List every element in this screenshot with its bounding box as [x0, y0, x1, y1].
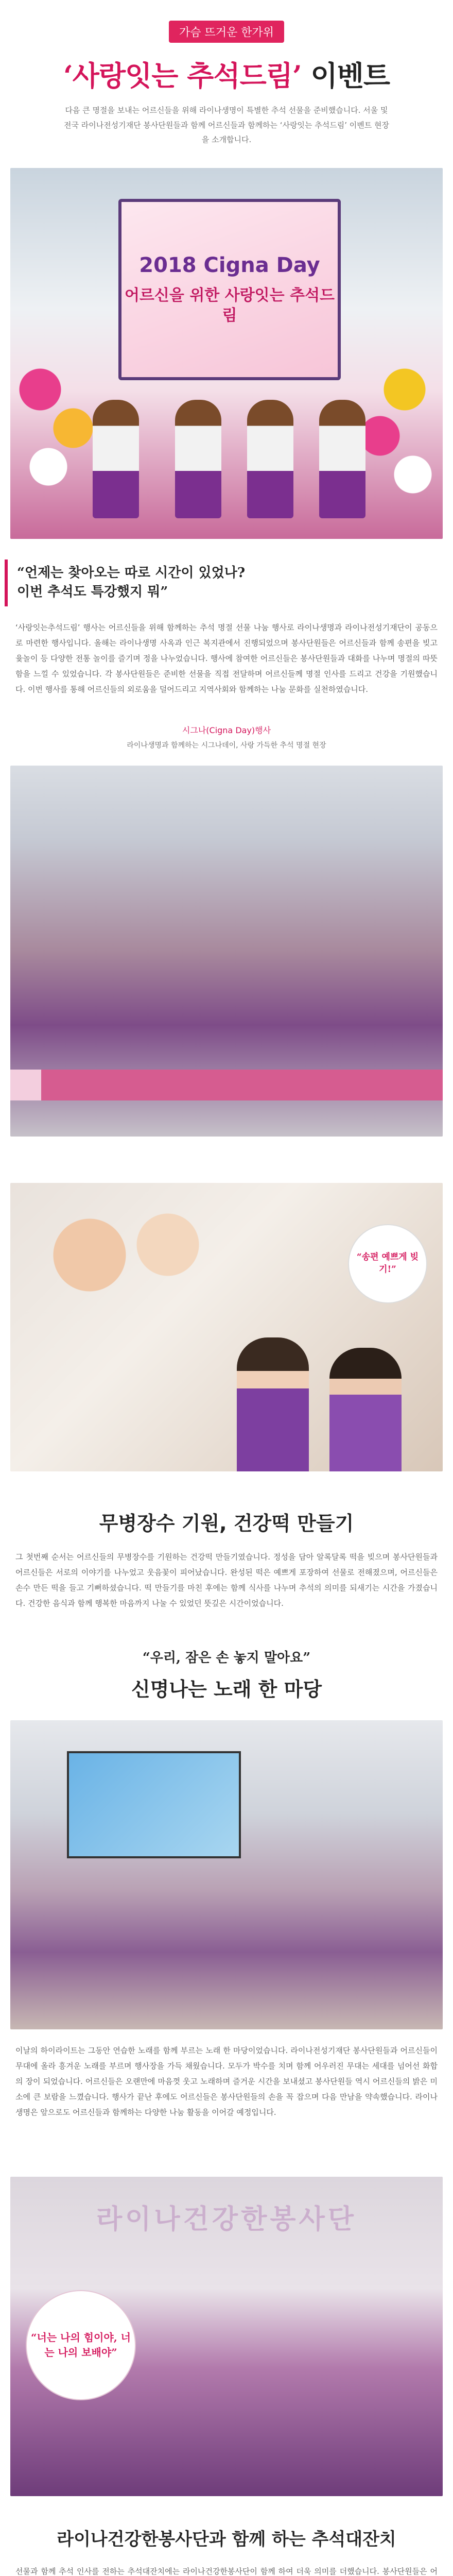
volunteer-figure — [237, 1337, 309, 1471]
hall-banner — [10, 1070, 443, 1100]
volunteer-group-sign: 라이나건강한봉사단 — [96, 2204, 357, 2235]
section4-body: 선물과 함께 추석 인사를 전하는 추석대잔치에는 라이나건강한봉사단이 함께 하여 더욱 의미를 더했습니다. 봉사단원들은 어 — [15, 2566, 438, 2576]
screen-subtitle: 어르신을 위한 사랑잇는 추석드림 — [124, 286, 335, 325]
hall-photo — [10, 766, 443, 1137]
hands-making-rice-cake — [31, 1204, 226, 1307]
performer — [247, 400, 293, 518]
volunteer-figure — [329, 1348, 402, 1471]
section1-quote — [5, 560, 448, 606]
performer — [175, 400, 221, 518]
section1-body: ‘사랑잇는추석드림’ 행사는 어르신들을 위해 함께하는 추석 명절 선물 나눔 행사로 라이나생명과 라이나전성기재단이 공동으로 마련한 행사입니다. 올해는 라이나생명 사옥과 인근 복지관에서 진행되었으며 봉사단원들은 어르신들과 함께 송편을 빚고 윷놀이 등 다양한 전통 놀이를 즐기며 정을 나누었습니다. 행사에 참여한 어르신들은 봉사단원들과 대화를 나누며 명절의 따뜻함을 느낄 수 있었습니다. 각 봉사단원들은 준비한 선물을 직접 전달하며 어르신들께 명절 인사를 드리고 건강을 기원했습니다. 이번 행사를 통해 어르신들의 외로움을 덜어드리고 지역사회와 함께하는 나눔 문화를 실천하였습니다. — [15, 622, 438, 694]
quote-line-2: 이번 추석도 특강했지 뭐” — [17, 584, 168, 600]
hall-caption-label: 시그나(Cigna Day)행사 — [182, 725, 271, 735]
stage-screen — [118, 199, 341, 380]
performer — [93, 400, 139, 518]
section3-title: 신명나는 노래 한 마당 — [131, 1677, 322, 1701]
screen-title: 2018 Cigna Day — [139, 253, 320, 277]
section3-body: 이날의 하이라이트는 그동안 연습한 노래를 함께 부르는 노래 한 마당이었습니다. 라이나전성기재단 봉사단원들과 어르신들이 무대에 올라 흥겨운 노래를 부르며 행사장을 가득 채웠습니다. 모두가 박수를 치며 함께 어우러진 무대는 세대를 넘어선 화합의 장이 되었습니다. 어르신들은 오랜만에 마음껏 웃고 노래하며 즐거운 시간을 보내셨고 봉사단원들 역시 어르신들의 밝은 미소에 큰 보람을 느꼈습니다. 행사가 끝난 후에도 어르신들은 봉사단원들의 손을 꼭 잡으며 다음 만남을 약속했습니다. 라이나생명은 앞으로도 어르신들과 함께하는 다양한 나눔 활동을 이어갈 예정입니다. — [15, 2045, 438, 2117]
speech-bubble: “너는 나의 힘이야, 너는 나의 보배야” — [26, 2290, 136, 2400]
performer — [319, 400, 365, 518]
title-rest: 이벤트 — [301, 59, 390, 92]
stage-photo — [10, 168, 443, 539]
gym-screen — [67, 1751, 241, 1858]
title-accent: ‘사랑잇는 추석드림’ — [63, 59, 302, 92]
section2-body: 그 첫번째 순서는 어르신들의 무병장수를 기원하는 건강떡 만들기였습니다. 정성을 담아 알록달록 떡을 빚으며 봉사단원들과 어르신들은 서로의 이야기를 나누었고 웃음꽃이 피어났습니다. 완성된 떡은 예쁘게 포장하여 선물로 전해졌으며, 어르신들은 손수 만든 떡을 들고 기뻐하셨습니다. 떡 만들기를 마친 후에는 함께 식사를 나누며 추석의 의미를 되새기는 시간을 가졌습니다. 건강한 음식과 함께 행복한 마음까지 나눌 수 있었던 뜻깊은 시간이었습니다. — [15, 1552, 438, 1608]
hall-caption-text: 라이나생명과 함께하는 시그나데이, 사랑 가득한 추석 명절 현장 — [127, 741, 326, 750]
intro-text: 다음 큰 명절을 보내는 어르신들을 위해 라이나생명이 특별한 추석 선물을 준비했습니다. 서울 및 전국 라이나전성기재단 봉사단원들과 함께 어르신들과 함께하는 ‘사랑잇는 추석드림’ 이벤트 현장을 소개합니다. — [63, 106, 390, 144]
page-title — [0, 54, 453, 94]
balloons-right — [355, 343, 438, 498]
rice-cake-photo — [10, 1183, 443, 1471]
balloons-left — [15, 343, 98, 498]
section2-title: 무병장수 기원, 건강떡 만들기 — [99, 1512, 354, 1535]
gym-photo — [10, 1720, 443, 2029]
singing-photo — [10, 2177, 443, 2496]
quote-line-1: “언제는 찾아오는 따로 시간이 있었나? — [17, 565, 246, 581]
article-header — [0, 0, 453, 147]
kicker-badge: 가슴 뜨거운 한가위 — [169, 21, 284, 43]
speech-bubble: “송편 예쁘게 빚기!” — [348, 1224, 427, 1303]
section4-title: 라이나건강한봉사단과 함께 하는 추석대잔치 — [57, 2529, 396, 2550]
section3-quote: “우리, 잠은 손 놓지 말아요” — [142, 1650, 311, 1666]
